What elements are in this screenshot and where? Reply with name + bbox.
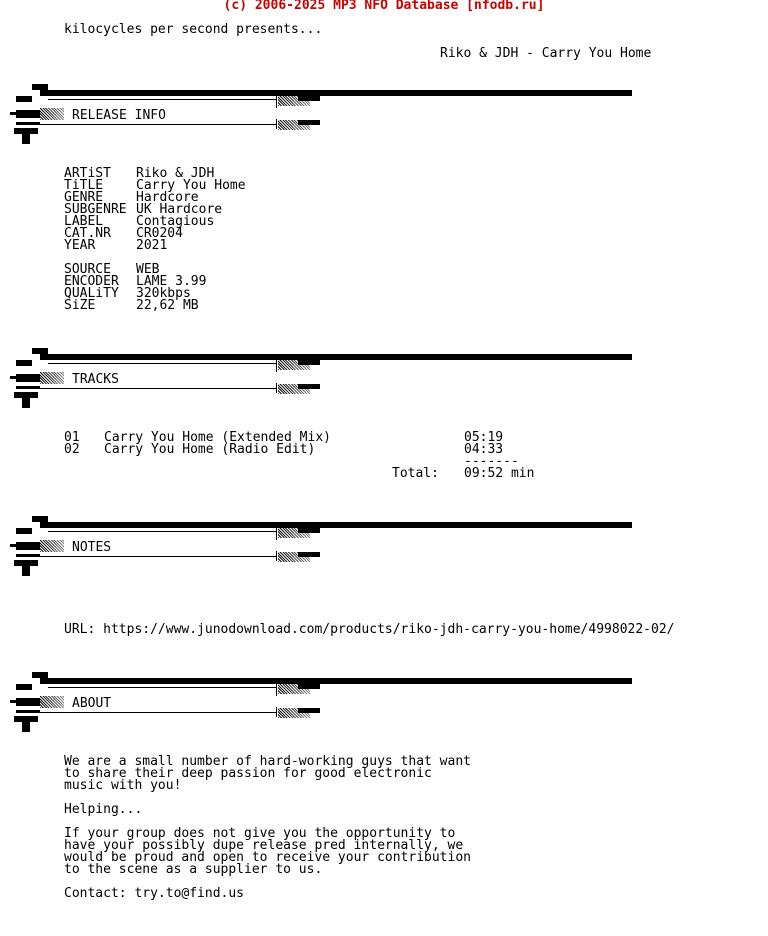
- tech-label-source: SOURCE: [64, 262, 111, 277]
- section-banner-release-info: [0, 84, 640, 150]
- about-text-line: If your group does not give you the opportunity to: [64, 826, 456, 841]
- tech-value-source: WEB: [136, 262, 160, 277]
- info-label-year: YEAR: [64, 238, 96, 253]
- release-title: Riko & JDH - Carry You Home: [440, 46, 652, 61]
- section-title-tracks: TRACKS: [72, 372, 119, 387]
- info-label-catnr: CAT.NR: [64, 226, 111, 241]
- contact-line: Contact: try.to@find.us: [64, 886, 245, 901]
- section-title-notes: NOTES: [72, 540, 112, 555]
- track-number: 02: [64, 442, 80, 457]
- info-value-artist: Riko & JDH: [136, 166, 215, 181]
- tech-value-encoder: LAME 3.99: [136, 274, 207, 289]
- info-value-genre: Hardcore: [136, 190, 199, 205]
- info-value-year: 2021: [136, 238, 168, 253]
- nfo-database-header: (c) 2006-2025 MP3 NFO Database [nfodb.ru]: [223, 0, 545, 13]
- tech-label-quality: QUALiTY: [64, 286, 119, 301]
- about-text-line: music with you!: [64, 778, 182, 793]
- about-text-line: to share their deep passion for good electronic: [64, 766, 432, 781]
- info-label-genre: GENRE: [64, 190, 104, 205]
- info-label-title: TiTLE: [64, 178, 104, 193]
- section-banner-tracks: [0, 348, 640, 414]
- info-value-label: Contagious: [136, 214, 215, 229]
- track-time: 04:33: [464, 442, 504, 457]
- tech-label-size: SiZE: [64, 298, 96, 313]
- tech-label-encoder: ENCODER: [64, 274, 119, 289]
- info-label-label: LABEL: [64, 214, 104, 229]
- info-label-subgenre: SUBGENRE: [64, 202, 127, 217]
- info-value-subgenre: UK Hardcore: [136, 202, 223, 217]
- about-text-line: have your possibly dupe release pred internally, we: [64, 838, 464, 853]
- about-text-line: to the scene as a supplier to us.: [64, 862, 323, 877]
- info-value-title: Carry You Home: [136, 178, 246, 193]
- section-title-release-info: RELEASE INFO: [72, 108, 166, 123]
- track-number: 01: [64, 430, 80, 445]
- url-line: URL: https://www.junodownload.com/products/riko-jdh-carry-you-home/4998022-02/: [64, 622, 675, 637]
- about-text-line: Helping...: [64, 802, 143, 817]
- section-banner-about: [0, 672, 640, 738]
- tech-value-size: 22,62 MB: [136, 298, 199, 313]
- info-value-catnr: CR0204: [136, 226, 183, 241]
- total-label: Total:: [392, 466, 439, 481]
- about-text-line: We are a small number of hard-working guys that want: [64, 754, 471, 769]
- track-title: Carry You Home (Radio Edit): [104, 442, 316, 457]
- tech-value-quality: 320kbps: [136, 286, 191, 301]
- about-text-line: would be proud and open to receive your contribution: [64, 850, 471, 865]
- intro-text: kilocycles per second presents...: [64, 22, 323, 37]
- total-rule: -------: [464, 454, 519, 469]
- track-time: 05:19: [464, 430, 504, 445]
- section-banner-notes: [0, 516, 640, 582]
- section-title-about: ABOUT: [72, 696, 112, 711]
- info-label-artist: ARTiST: [64, 166, 111, 181]
- total-time: 09:52 min: [464, 466, 535, 481]
- track-title: Carry You Home (Extended Mix): [104, 430, 331, 445]
